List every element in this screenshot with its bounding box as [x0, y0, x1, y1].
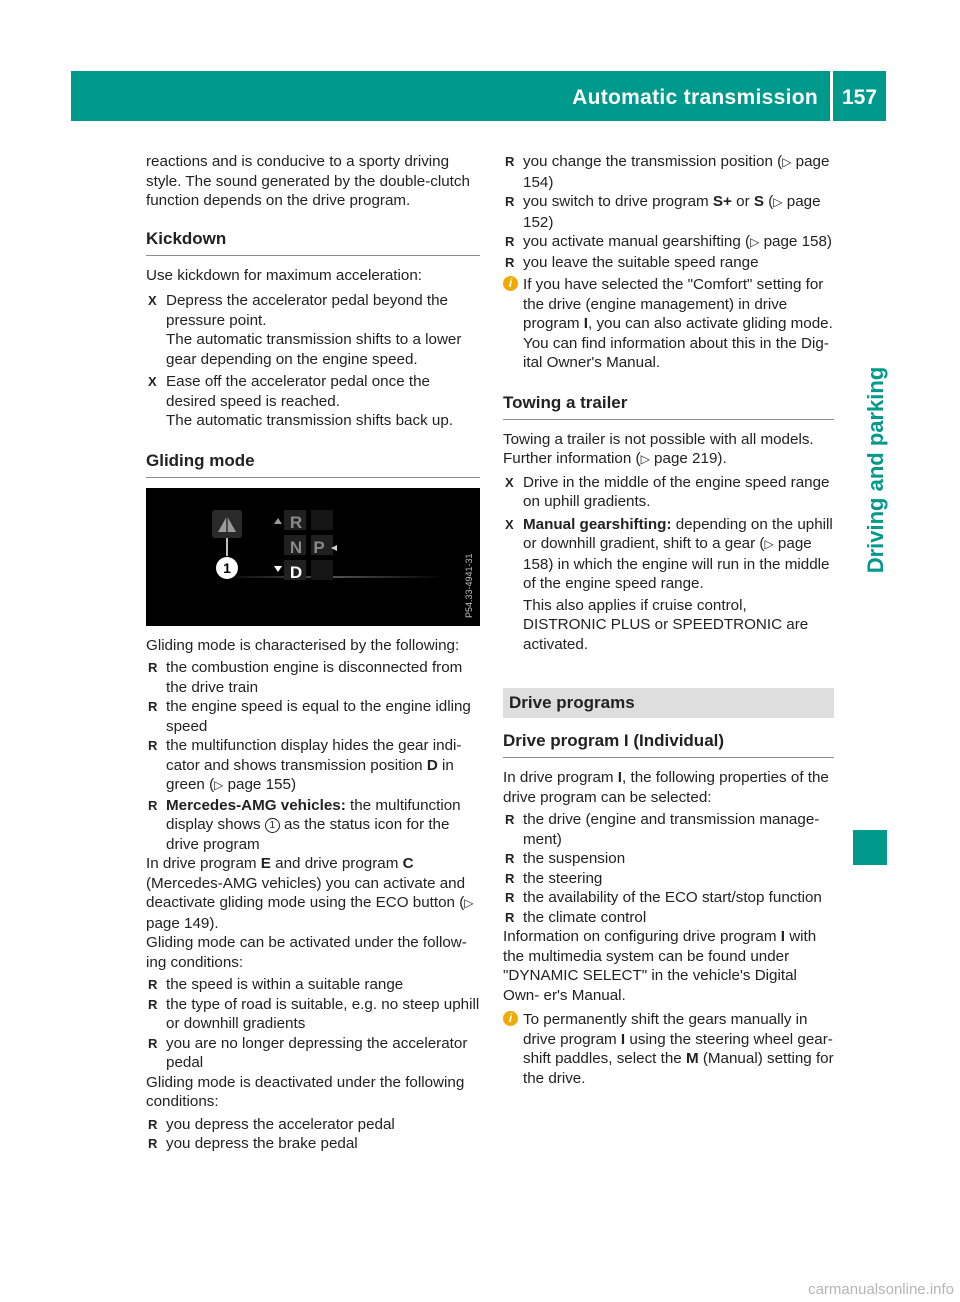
- bold-text: M: [685, 1050, 699, 1067]
- paragraph: [503, 430, 834, 470]
- text: In drive program: [503, 769, 618, 786]
- list-item: R the combustion engine is disconnected from the drive train: [146, 658, 480, 697]
- header-divider: [830, 71, 833, 121]
- info-note: [503, 1010, 834, 1088]
- list-item: R you are no longer depressing the accelerator pedal: [146, 1034, 480, 1073]
- list-item: [146, 796, 480, 855]
- page-reference[interactable]: page 154): [523, 153, 830, 191]
- bold-text: I: [620, 1030, 626, 1048]
- intro-paragraph: reactions and is conducive to a sporty driving style. The sound generated by the double-clutch function depends on the drive program.: [146, 153, 470, 209]
- bold-text: I: [617, 769, 623, 786]
- gear-d-label: D: [289, 562, 303, 582]
- list-item: R the drive (engine and transmission manage- ment): [503, 810, 834, 849]
- page-reference[interactable]: page 158): [763, 233, 832, 250]
- towing-step: X Drive in the middle of the engine speed range on uphill gradients.: [503, 473, 834, 512]
- list-item: R you leave the suitable speed range: [503, 253, 834, 273]
- text: you switch to drive program: [523, 193, 713, 210]
- bold-text: I: [780, 928, 785, 945]
- chapter-band: Drive programs: [503, 688, 834, 718]
- page-reference[interactable]: page 149).: [146, 914, 219, 932]
- text: using the steering wheel gear- shift paddles, select the: [523, 1030, 833, 1067]
- paragraph: Gliding mode is deactivated under the following conditions:: [146, 1073, 465, 1110]
- page-ref-icon: ▷: [773, 195, 783, 209]
- list-item: R the engine speed is equal to the engine idling speed: [146, 697, 480, 736]
- kickdown-step: [146, 372, 480, 431]
- step-text: [523, 515, 834, 594]
- info-icon: i: [503, 1011, 518, 1026]
- list-item: R the speed is within a suitable range: [146, 975, 480, 995]
- paragraph: [146, 854, 480, 933]
- list-item: [503, 232, 834, 253]
- text: you change the transmission position (: [523, 153, 783, 170]
- text: or: [731, 193, 754, 210]
- page-reference[interactable]: page 158) in which the engine will run in the middle of the engine speed range.: [523, 535, 830, 592]
- page-number: 157: [842, 86, 878, 109]
- step-result: This also applies if cruise control, DISTRONIC PLUS or SPEEDTRONIC are activated.: [523, 596, 809, 653]
- bold-text: Mercedes-AMG vehicles:: [166, 796, 346, 814]
- list-item: R the suspension: [503, 849, 834, 869]
- list-item: R the availability of the ECO start/stop function: [503, 888, 834, 908]
- text: in green (: [166, 756, 454, 793]
- step-text: X Ease off the accelerator pedal once the desired speed is reached.: [166, 373, 430, 410]
- gear-n-label: N: [289, 537, 303, 557]
- gliding-mode-figure: [146, 488, 480, 626]
- bold-text: S: [753, 193, 765, 210]
- text: the multifunction display shows: [166, 796, 461, 833]
- list-item: [503, 192, 834, 232]
- section-heading-gliding-mode: Gliding mode: [146, 450, 480, 478]
- bold-text: Manual gearshifting:: [523, 515, 672, 533]
- text: depending on the uphill or downhill gradient, shift to a gear (: [523, 515, 833, 552]
- instrument-cluster-illustration: [146, 488, 480, 626]
- page-title: Automatic transmission: [572, 86, 818, 109]
- page-ref-icon: ▷: [640, 452, 650, 466]
- page-ref-icon: ▷: [214, 778, 224, 792]
- bold-text: I: [583, 315, 589, 332]
- info-icon: i: [503, 276, 518, 291]
- arrow-up-icon: [274, 518, 282, 524]
- text: (Manual) setting for the drive.: [523, 1050, 834, 1087]
- callout-1: 1: [223, 559, 231, 576]
- text: , the following properties of the drive program can be selected:: [503, 769, 829, 806]
- gliding-intro: Gliding mode is characterised by the following:: [146, 636, 460, 654]
- page-reference[interactable]: page 155): [227, 776, 296, 793]
- step-text: X Depress the accelerator pedal beyond the pressure point.: [166, 292, 448, 329]
- side-tab-marker: [853, 830, 887, 865]
- section-heading-kickdown: Kickdown: [146, 228, 480, 256]
- text: If you have selected the "Comfort" setting for the drive (engine management) in drive program: [523, 276, 824, 332]
- gear-p-label: P: [313, 537, 325, 557]
- footer-watermark: carmanualsonline.info: [808, 1280, 954, 1298]
- text: Information on configuring drive program: [503, 928, 781, 945]
- arrow-down-icon: [274, 566, 282, 572]
- text: To permanently shift the gears manually in drive program: [523, 1011, 808, 1048]
- list-item: [503, 152, 834, 192]
- text: the multifunction display hides the gear indi- cator and shows transmission position: [166, 737, 462, 774]
- list-item: R you depress the accelerator pedal: [146, 1115, 480, 1135]
- right-column: [503, 152, 834, 1088]
- figure-code: P54.33-4941-31: [464, 552, 474, 618]
- section-heading-towing: Towing a trailer: [503, 392, 834, 420]
- text: , you can also activate gliding mode. You can find information about this in the Dig- ital Owner's Manual.: [523, 315, 833, 371]
- page-ref-icon: ▷: [464, 896, 474, 910]
- kickdown-intro: Use kickdown for maximum acceleration:: [146, 266, 423, 284]
- page-reference[interactable]: page 152): [523, 193, 821, 231]
- text: (Mercedes-AMG vehicles) you can activate and deactivate gliding mode using the ECO button (: [146, 874, 466, 911]
- text: you activate manual gearshifting (: [523, 233, 751, 250]
- list-item: R the type of road is suitable, e.g. no steep uphill or downhill gradients: [146, 995, 480, 1034]
- page-ref-icon: ▷: [750, 235, 760, 249]
- bold-text: S+: [712, 193, 732, 210]
- towing-step: [503, 515, 834, 655]
- text: with the multimedia system can be found under "DYNAMIC SELECT" in the vehicle's Digital Own- er's Manual.: [503, 928, 817, 1004]
- list-item: R the climate control: [503, 908, 834, 928]
- text: Towing a trailer is not possible with all models. Further information (: [503, 430, 814, 467]
- page-ref-icon: ▷: [782, 155, 792, 169]
- paragraph: Gliding mode can be activated under the follow- ing conditions:: [146, 934, 467, 971]
- kickdown-step: [146, 291, 480, 369]
- list-item: R you depress the brake pedal: [146, 1134, 480, 1154]
- page-ref-icon: ▷: [764, 537, 774, 551]
- bold-text: C: [402, 855, 414, 872]
- text: as the status icon for the drive program: [166, 816, 450, 853]
- paragraph: [503, 927, 834, 1005]
- info-note: [503, 275, 834, 373]
- text: and drive program: [270, 855, 403, 872]
- step-result: The automatic transmission shifts back up.: [166, 412, 453, 429]
- section-heading-drive-program-i: Drive program I (Individual): [503, 730, 834, 758]
- step-result: The automatic transmission shifts to a lower gear depending on the engine speed.: [166, 331, 462, 368]
- side-tab-label: Driving and parking: [863, 366, 888, 574]
- bold-text: D: [426, 756, 438, 774]
- text: In drive program: [146, 855, 261, 872]
- list-item: R the steering: [503, 869, 834, 889]
- page-reference[interactable]: page 219).: [654, 450, 727, 467]
- gear-r-label: R: [289, 512, 303, 532]
- text: (: [764, 193, 774, 210]
- list-item: [146, 736, 480, 796]
- bold-text: E: [260, 855, 271, 872]
- callout-icon: 1: [265, 818, 280, 833]
- paragraph: [503, 768, 834, 807]
- left-column: [146, 152, 480, 1154]
